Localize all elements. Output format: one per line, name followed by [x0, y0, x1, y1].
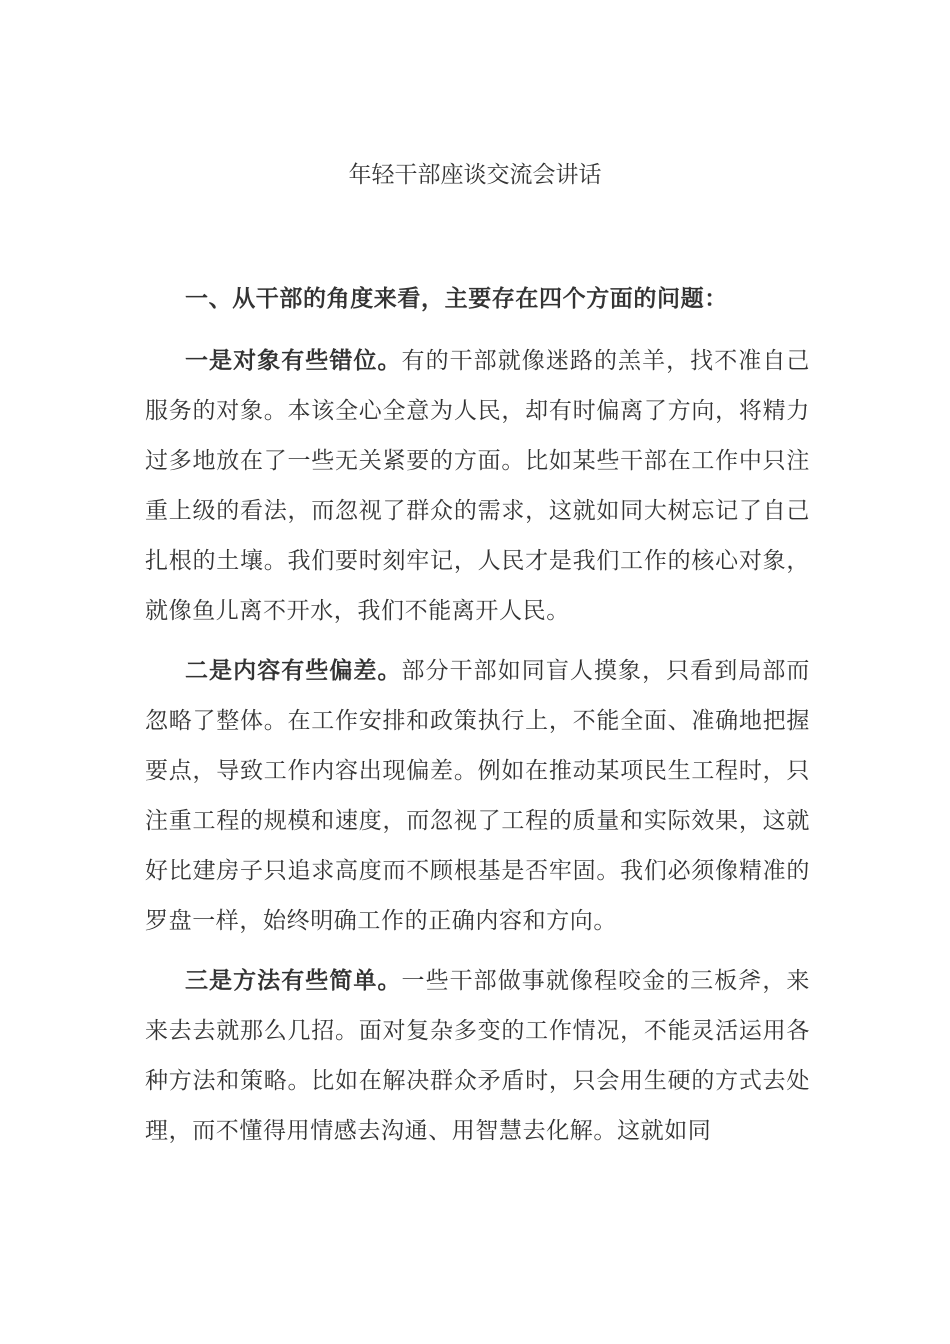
paragraph-3-body: 一些干部做事就像程咬金的三板斧，来来去去就那么几招。面对复杂多变的工作情况，不能灵活运用各种方法和策略。比如在解决群众矛盾时，只会用生硬的方式去处理，而不懂得用情感去沟通、用智慧去化解。这就如同	[145, 968, 811, 1144]
paragraph-3	[145, 956, 810, 1156]
document-title: 年轻干部座谈交流会讲话	[348, 162, 602, 188]
paragraph-3-lead: 三是方法有些简单。	[185, 968, 402, 994]
paragraph-2-lead: 二是内容有些偏差。	[185, 658, 402, 684]
paragraph-2-body: 部分干部如同盲人摸象，只看到局部而忽略了整体。在工作安排和政策执行上，不能全面、准确地把握要点，导致工作内容出现偏差。例如在推动某项民生工程时，只注重工程的规模和速度，而忽视了工程的质量和实际效果，这就好比建房子只追求高度而不顾根基是否牢固。我们必须像精准的罗盘一样，始终明确工作的正确内容和方向。	[145, 658, 811, 934]
paragraph-1-body: 有的干部就像迷路的羔羊，找不准自己服务的对象。本该全心全意为人民，却有时偏离了方向，将精力过多地放在了一些无关紧要的方面。比如某些干部在工作中只注重上级的看法，而忽视了群众的需求，这就如同大树忘记了自己扎根的土壤。我们要时刻牢记，人民才是我们工作的核心对象，就像鱼儿离不开水，我们不能离开人民。	[145, 348, 811, 624]
paragraph-1	[145, 336, 810, 636]
paragraph-1-lead: 一是对象有些错位。	[185, 348, 402, 374]
section-heading: 一、从干部的角度来看，主要存在四个方面的问题：	[185, 286, 728, 312]
paragraph-2	[145, 646, 810, 946]
